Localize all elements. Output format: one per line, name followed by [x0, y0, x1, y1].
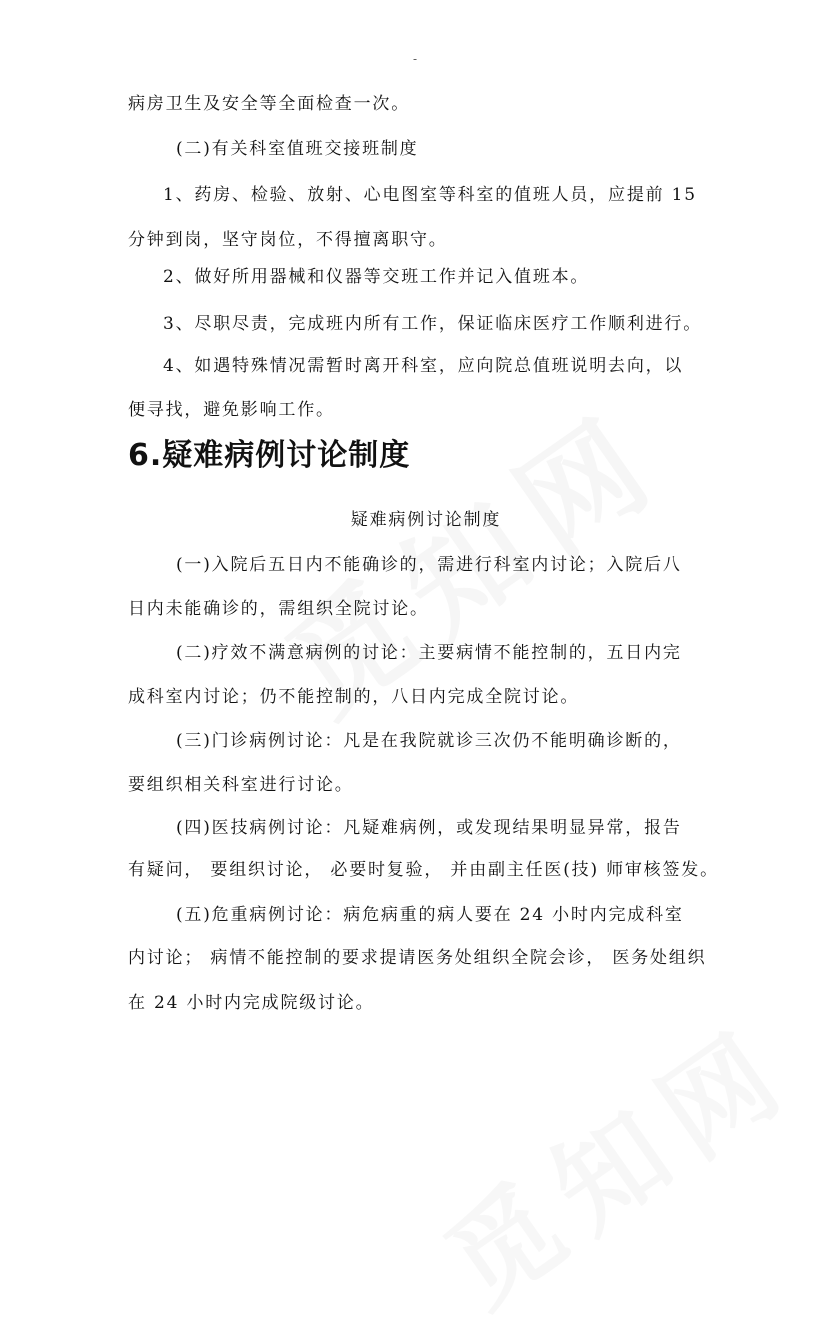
paragraph-line: 1、药房、检验、放射、心电图室等科室的值班人员，应提前 15	[163, 185, 697, 205]
section-subtitle: 疑难病例讨论制度	[350, 510, 502, 530]
paragraph-line: (三)门诊病例讨论：凡是在我院就诊三次仍不能明确诊断的，	[176, 731, 682, 751]
paragraph-line: 有疑问， 要组织讨论， 必要时复验， 并由副主任医(技) 师审核签发。	[128, 860, 719, 880]
paragraph-line: (五)危重病例讨论：病危病重的病人要在 24 小时内完成科室	[176, 905, 684, 925]
watermark-lower	[410, 982, 820, 1335]
header-mark: -	[412, 52, 418, 66]
subsection-title: (二)有关科室值班交接班制度	[176, 139, 419, 159]
paragraph-line: 3、尽职尽责，完成班内所有工作，保证临床医疗工作顺利进行。	[163, 314, 703, 334]
paragraph-line: 在 24 小时内完成院级讨论。	[128, 993, 375, 1013]
paragraph-line: (四)医技病例讨论：凡疑难病例，或发现结果明显异常，报告	[176, 818, 682, 838]
paragraph-line: 4、如遇特殊情况需暂时离开科室，应向院总值班说明去向，以	[163, 356, 684, 376]
paragraph-line: 日内未能确诊的，需组织全院讨论。	[128, 599, 429, 619]
paragraph-line: 要组织相关科室进行讨论。	[128, 775, 354, 795]
paragraph-line: (一)入院后五日内不能确诊的，需进行科室内讨论；入院后八	[176, 555, 682, 575]
paragraph-line: 成科室内讨论；仍不能控制的，八日内完成全院讨论。	[128, 687, 580, 707]
paragraph-line: 分钟到岗，坚守岗位，不得擅离职守。	[128, 230, 448, 250]
paragraph-line: 2、做好所用器械和仪器等交班工作并记入值班本。	[163, 267, 590, 287]
section-heading: 6.疑难病例讨论制度	[128, 438, 411, 473]
paragraph-line: (二)疗效不满意病例的讨论：主要病情不能控制的，五日内完	[176, 643, 682, 663]
paragraph-line: 内讨论； 病情不能控制的要求提请医务处组织全院会诊， 医务处组织	[128, 948, 707, 968]
paragraph-line: 便寻找，避免影响工作。	[128, 400, 335, 420]
paragraph-line: 病房卫生及安全等全面检查一次。	[128, 94, 410, 114]
